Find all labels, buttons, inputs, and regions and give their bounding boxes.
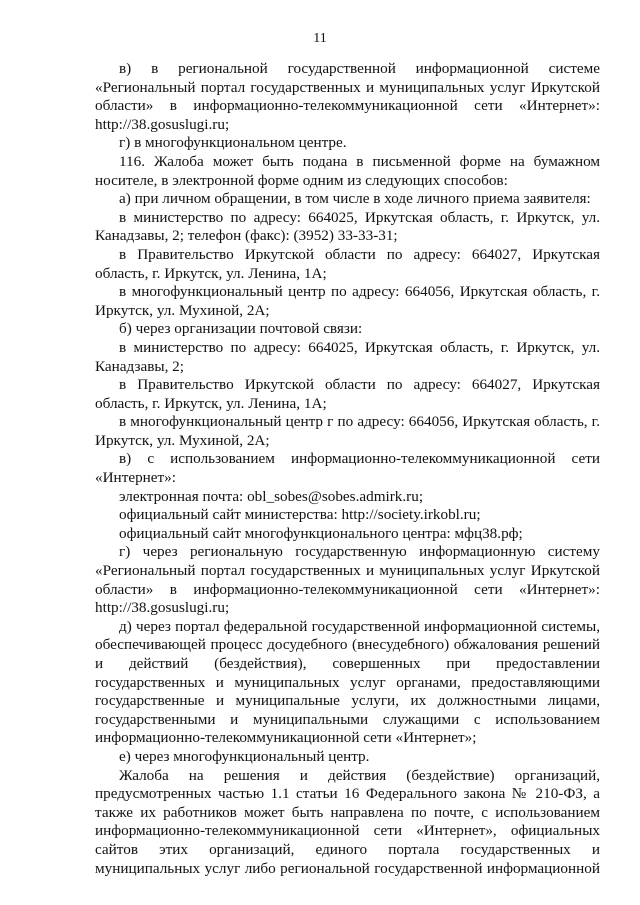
paragraph-mfc-website: официальный сайт многофункционального центра: мфц38.рф; bbox=[119, 524, 523, 542]
paragraph-ministry-website: официальный сайт министерства: http://society.irkobl.ru; bbox=[119, 506, 481, 524]
paragraph-116: 116. Жалоба может быть подана в письменной форме на бумажном носителе, в электронной форме одним из следующих способов: bbox=[95, 152, 600, 189]
paragraph-mfc-address: в многофункциональный центр по адресу: 664056, Иркутская область, г. Иркутск, ул. Мухиной, 2А; bbox=[95, 283, 600, 319]
paragraph-item-d-federal-portal: д) через портал федеральной государственной информационной системы, обеспечивающей процесс досудебного (внесудебного) обжалования решений и действий (бездействия), совершенных при предоставлении государственных и муниципальных услуг органами, предоставляющими государственные и муниципальные услуги, их должностными лицами, государственными и муниципальными служащими с использованием информационно-телекоммуникационной сети «Интернет»; bbox=[95, 617, 600, 747]
paragraph-item-v-regional-portal: в) в региональной государственной информационной системе «Региональный портал государственных и муниципальных услуг Иркутской области» в информационно-телекоммуникационной сети «Интернет»: http://38.gosuslugi.ru; bbox=[95, 60, 600, 133]
page-number: 11 bbox=[313, 31, 327, 46]
paragraph-item-e-mfc: е) через многофункциональный центр. bbox=[119, 747, 370, 765]
paragraph-item-g-mfc: г) в многофункциональном центре. bbox=[119, 134, 347, 152]
paragraph-mfc-postal-address: в многофункциональный центр г по адресу: 664056, Иркутская область, г. Иркутск, ул. Мухиной, 2А; bbox=[95, 413, 600, 449]
document-body bbox=[95, 60, 600, 878]
paragraph-item-g-regional-system: г) через региональную государственную информационную систему «Региональный портал государственных и муниципальных услуг Иркутской области» в информационно-телекоммуникационной сети «Интернет»: http://38.gosuslugi.ru; bbox=[95, 543, 600, 617]
paragraph-email: электронная почта: obl_sobes@sobes.admirk.ru; bbox=[119, 487, 424, 505]
paragraph-government-address: в Правительство Иркутской области по адресу: 664027, Иркутская область, г. Иркутск, ул. Ленина, 1А; bbox=[95, 245, 600, 282]
paragraph-government-postal-address: в Правительство Иркутской области по адресу: 664027, Иркутская область, г. Иркутск, ул. Ленина, 1А; bbox=[95, 376, 600, 412]
paragraph-ministry-postal-address: в министерство по адресу: 664025, Иркутская область, г. Иркутск, ул. Канадзавы, 2; bbox=[95, 338, 600, 375]
paragraph-ministry-address: в министерство по адресу: 664025, Иркутская область, г. Иркутск, ул. Канадзавы, 2; телефон (факс): (3952) 33-33-31; bbox=[95, 208, 600, 245]
paragraph-item-b-postal: б) через организации почтовой связи: bbox=[119, 320, 363, 338]
paragraph-item-v-internet: в) с использованием информационно-телекоммуникационной сети «Интернет»: bbox=[95, 450, 600, 487]
paragraph-item-a-personal: а) при личном обращении, в том числе в ходе личного приема заявителя: bbox=[119, 190, 591, 208]
paragraph-complaint-organizations: Жалоба на решения и действия (бездействие) организаций, предусмотренных частью 1.1 статьи 16 Федерального закона № 210-ФЗ, а также их работников может быть направлена по почте, с использованием информационно-телекоммуникационной сети «Интернет», официальных сайтов этих организаций, единого портала государственных и муниципальных услуг либо региональной государственной информационной bbox=[95, 766, 600, 877]
